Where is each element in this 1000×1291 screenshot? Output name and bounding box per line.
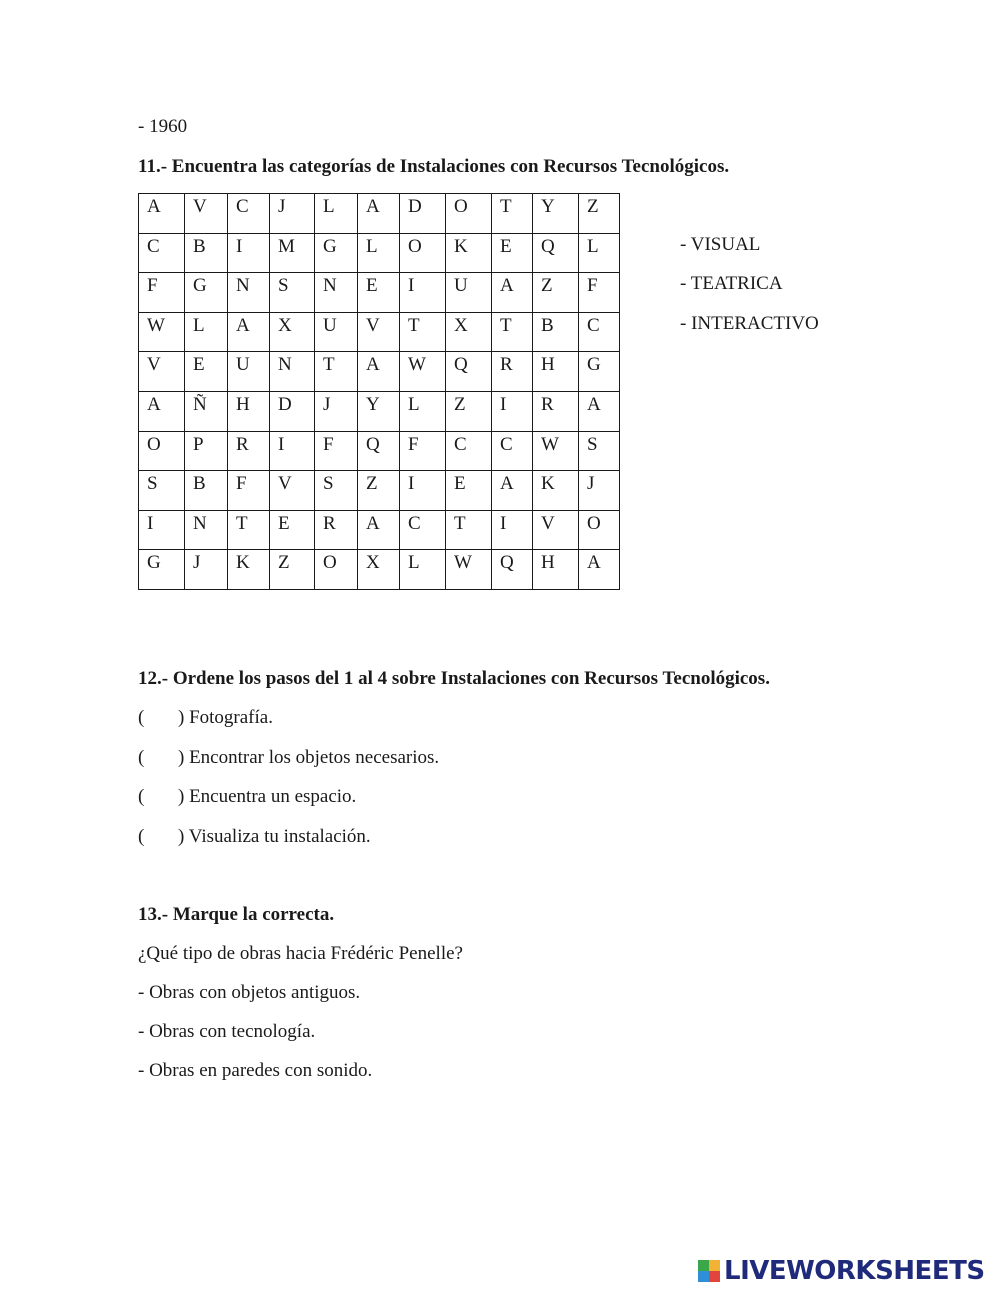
grid-cell[interactable]: A [358, 352, 400, 392]
grid-cell[interactable]: A [492, 471, 533, 511]
grid-cell[interactable]: I [400, 273, 446, 313]
grid-cell[interactable]: H [228, 391, 270, 431]
liveworksheets-logo-icon [698, 1260, 720, 1282]
q13-option[interactable]: - Obras con objetos antiguos. [138, 982, 361, 1003]
word-visual: - VISUAL [680, 234, 761, 255]
q13-question: ¿Qué tipo de obras hacia Frédéric Penelle? [138, 943, 463, 964]
grid-row [139, 510, 620, 550]
q12-item-text: ) Visualiza tu instalación. [178, 826, 371, 847]
q12-item-text: ) Encontrar los objetos necesarios. [178, 747, 440, 768]
grid-cell[interactable]: T [446, 510, 492, 550]
grid-cell[interactable]: F [400, 431, 446, 471]
grid-cell[interactable]: I [270, 431, 315, 471]
grid-cell[interactable]: Y [358, 391, 400, 431]
grid-cell[interactable]: L [579, 233, 620, 273]
grid-cell[interactable]: B [185, 471, 228, 511]
grid-cell[interactable]: T [400, 312, 446, 352]
grid-cell[interactable]: I [400, 471, 446, 511]
grid-cell[interactable]: L [358, 233, 400, 273]
grid-cell[interactable]: B [533, 312, 579, 352]
grid-cell[interactable]: V [358, 312, 400, 352]
grid-cell[interactable]: R [533, 391, 579, 431]
grid-cell[interactable]: S [579, 431, 620, 471]
grid-cell[interactable]: T [492, 312, 533, 352]
word-teatrica: - TEATRICA [680, 273, 783, 294]
grid-cell[interactable]: T [228, 510, 270, 550]
grid-cell[interactable]: N [228, 273, 270, 313]
grid-cell[interactable]: X [446, 312, 492, 352]
grid-cell[interactable]: V [185, 194, 228, 234]
logo-text: LIVEWORKSHEETS [724, 1256, 985, 1286]
grid-row [139, 194, 620, 234]
grid-row [139, 431, 620, 471]
grid-cell[interactable]: K [228, 550, 270, 590]
grid-row [139, 312, 620, 352]
grid-cell[interactable]: V [270, 471, 315, 511]
intro-line: - 1960 [138, 116, 188, 137]
grid-cell[interactable]: R [228, 431, 270, 471]
grid-cell[interactable]: Z [533, 273, 579, 313]
grid-row [139, 471, 620, 511]
grid-cell[interactable]: L [400, 391, 446, 431]
grid-cell[interactable]: N [315, 273, 358, 313]
grid-cell[interactable]: Y [533, 194, 579, 234]
q12-item [138, 785, 356, 809]
grid-cell[interactable]: K [446, 233, 492, 273]
grid-cell[interactable]: C [579, 312, 620, 352]
grid-cell[interactable]: U [315, 312, 358, 352]
grid-cell[interactable]: O [446, 194, 492, 234]
grid-cell[interactable]: V [533, 510, 579, 550]
grid-cell[interactable]: C [139, 233, 185, 273]
q12-item [138, 706, 273, 730]
grid-cell[interactable]: A [492, 273, 533, 313]
grid-cell[interactable]: J [315, 391, 358, 431]
grid-cell[interactable]: C [228, 194, 270, 234]
grid-cell[interactable]: Q [533, 233, 579, 273]
grid-cell[interactable]: S [139, 471, 185, 511]
grid-cell[interactable]: F [315, 431, 358, 471]
grid-row [139, 233, 620, 273]
grid-cell[interactable]: A [139, 391, 185, 431]
grid-cell[interactable]: B [185, 233, 228, 273]
grid-cell[interactable]: I [228, 233, 270, 273]
grid-cell[interactable]: A [228, 312, 270, 352]
grid-cell[interactable]: D [270, 391, 315, 431]
grid-cell[interactable]: N [185, 510, 228, 550]
q12-item [138, 825, 371, 849]
q12-item-text: ) Fotografía. [178, 707, 273, 728]
grid-cell[interactable]: C [400, 510, 446, 550]
grid-cell[interactable]: M [270, 233, 315, 273]
grid-cell[interactable]: D [400, 194, 446, 234]
grid-cell[interactable]: W [533, 431, 579, 471]
grid-cell[interactable]: T [492, 194, 533, 234]
grid-cell[interactable]: O [315, 550, 358, 590]
grid-cell[interactable]: O [579, 510, 620, 550]
grid-cell[interactable]: R [492, 352, 533, 392]
grid-cell[interactable]: H [533, 352, 579, 392]
grid-cell[interactable]: Z [270, 550, 315, 590]
grid-cell[interactable]: Z [579, 194, 620, 234]
grid-cell[interactable]: S [315, 471, 358, 511]
grid-cell[interactable]: L [185, 312, 228, 352]
q13-title: 13.- Marque la correcta. [138, 904, 335, 925]
grid-cell[interactable]: G [579, 352, 620, 392]
grid-cell[interactable]: H [533, 550, 579, 590]
word-interactivo: - INTERACTIVO [680, 313, 819, 334]
grid-cell[interactable]: A [358, 510, 400, 550]
liveworksheets-logo [698, 1254, 985, 1288]
q13-option[interactable]: - Obras con tecnología. [138, 1021, 316, 1042]
grid-cell[interactable]: J [185, 550, 228, 590]
grid-cell[interactable]: I [139, 510, 185, 550]
answer-blank[interactable]: ( [138, 747, 145, 768]
q12-item [138, 746, 439, 770]
grid-cell[interactable]: O [400, 233, 446, 273]
grid-cell[interactable]: Q [492, 550, 533, 590]
answer-blank[interactable]: ( [138, 826, 145, 847]
grid-cell[interactable]: I [492, 391, 533, 431]
grid-cell[interactable]: Q [358, 431, 400, 471]
grid-cell[interactable]: A [579, 550, 620, 590]
q13-option[interactable]: - Obras en paredes con sonido. [138, 1060, 373, 1081]
grid-cell[interactable]: L [400, 550, 446, 590]
q12-item-text: ) Encuentra un espacio. [178, 786, 357, 807]
grid-cell[interactable]: C [492, 431, 533, 471]
grid-row [139, 550, 620, 590]
grid-cell[interactable]: Z [358, 471, 400, 511]
grid-cell[interactable]: O [139, 431, 185, 471]
answer-blank[interactable]: ( [138, 707, 145, 728]
grid-cell[interactable]: V [139, 352, 185, 392]
grid-cell[interactable]: T [315, 352, 358, 392]
grid-row [139, 391, 620, 431]
grid-cell[interactable]: L [315, 194, 358, 234]
grid-cell[interactable]: N [270, 352, 315, 392]
q11-title: 11.- Encuentra las categorías de Instalaciones con Recursos Tecnológicos. [138, 156, 730, 177]
grid-cell[interactable]: W [400, 352, 446, 392]
word-search-grid [138, 193, 620, 590]
grid-cell[interactable]: Ñ [185, 391, 228, 431]
grid-cell[interactable]: F [579, 273, 620, 313]
grid-row [139, 273, 620, 313]
grid-cell[interactable]: W [446, 550, 492, 590]
grid-cell[interactable]: U [446, 273, 492, 313]
grid-cell[interactable]: C [446, 431, 492, 471]
grid-cell[interactable]: E [492, 233, 533, 273]
grid-cell[interactable]: P [185, 431, 228, 471]
grid-cell[interactable]: A [358, 194, 400, 234]
grid-cell[interactable]: G [139, 550, 185, 590]
grid-cell[interactable]: E [270, 510, 315, 550]
q12-title: 12.- Ordene los pasos del 1 al 4 sobre Instalaciones con Recursos Tecnológicos. [138, 668, 770, 689]
grid-cell[interactable]: G [185, 273, 228, 313]
grid-cell[interactable]: F [228, 471, 270, 511]
grid-cell[interactable]: X [358, 550, 400, 590]
grid-cell[interactable]: K [533, 471, 579, 511]
grid-cell[interactable]: S [270, 273, 315, 313]
grid-cell[interactable]: G [315, 233, 358, 273]
grid-cell[interactable]: A [579, 391, 620, 431]
grid-cell[interactable]: U [228, 352, 270, 392]
grid-row [139, 352, 620, 392]
grid-cell[interactable]: Q [446, 352, 492, 392]
grid-cell[interactable]: F [139, 273, 185, 313]
grid-cell[interactable]: W [139, 312, 185, 352]
grid-cell[interactable]: E [446, 471, 492, 511]
grid-cell[interactable]: E [185, 352, 228, 392]
grid-cell[interactable]: A [139, 194, 185, 234]
grid-cell[interactable]: X [270, 312, 315, 352]
grid-cell[interactable]: E [358, 273, 400, 313]
grid-cell[interactable]: J [579, 471, 620, 511]
grid-cell[interactable]: J [270, 194, 315, 234]
grid-cell[interactable]: Z [446, 391, 492, 431]
answer-blank[interactable]: ( [138, 786, 145, 807]
grid-cell[interactable]: R [315, 510, 358, 550]
grid-cell[interactable]: I [492, 510, 533, 550]
